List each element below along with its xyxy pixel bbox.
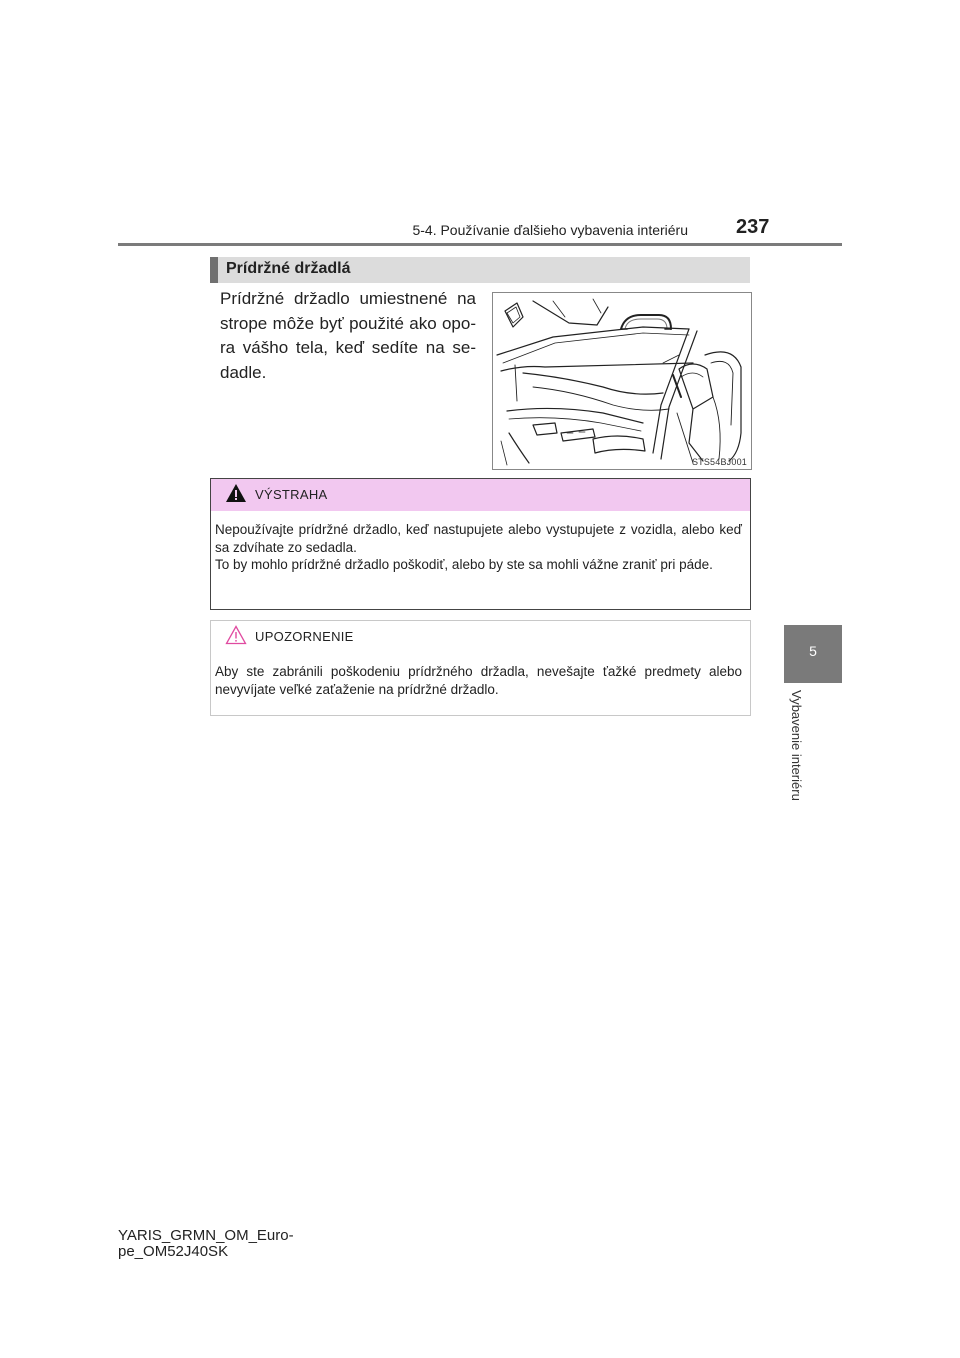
warning-title: VÝSTRAHA [255,487,328,502]
warning-line-1: Nepoužívajte prídržné držadlo, keď nastupujete alebo vystupujete z vozidla, alebo keď sa zdvíhate zo sedadla. [215,522,742,555]
page-number: 237 [736,216,770,238]
warning-triangle-icon [225,483,247,503]
section-body-text: Prídržné držadlo umiestnené na strope môže byť použité ako opo-ra vášho tela, keď sedíte na se-dadle. [220,289,476,382]
chapter-label: Vybavenie interiéru [789,690,804,801]
warning-text [215,521,742,574]
caution-outline-icon [225,625,247,645]
running-header-section: 5-4. Používanie ďalšieho vybavenia interiéru [412,222,688,238]
warning-header [211,479,750,511]
assist-grip-illustration [492,292,752,470]
section-heading-accent [210,257,218,283]
notice-box [210,620,751,716]
warning-box [210,478,751,610]
chapter-label-wrap [788,690,808,830]
footer-line-2: pe_OM52J40SK [118,1243,229,1260]
car-interior-drawing [493,293,751,469]
footer-line-1: YARIS_GRMN_OM_Euro- [118,1227,294,1244]
warning-line-2: To by mohlo prídržné držadlo poškodiť, alebo by ste sa mohli vážne zraniť pri páde. [215,557,713,572]
section-title: Prídržné držadlá [226,260,351,277]
chapter-tab [784,625,842,683]
header-rule [118,243,842,246]
chapter-tab-number: 5 [809,643,817,659]
notice-title: UPOZORNENIE [255,629,354,644]
illustration-code: STS54BJ001 [691,457,747,467]
footer-doc-id [118,1228,294,1260]
notice-text: Aby ste zabránili poškodeniu prídržného držadla, nevešajte ťažké predmety alebo nevyvíjate veľké zaťaženie na prídržné držadlo. [215,664,742,697]
